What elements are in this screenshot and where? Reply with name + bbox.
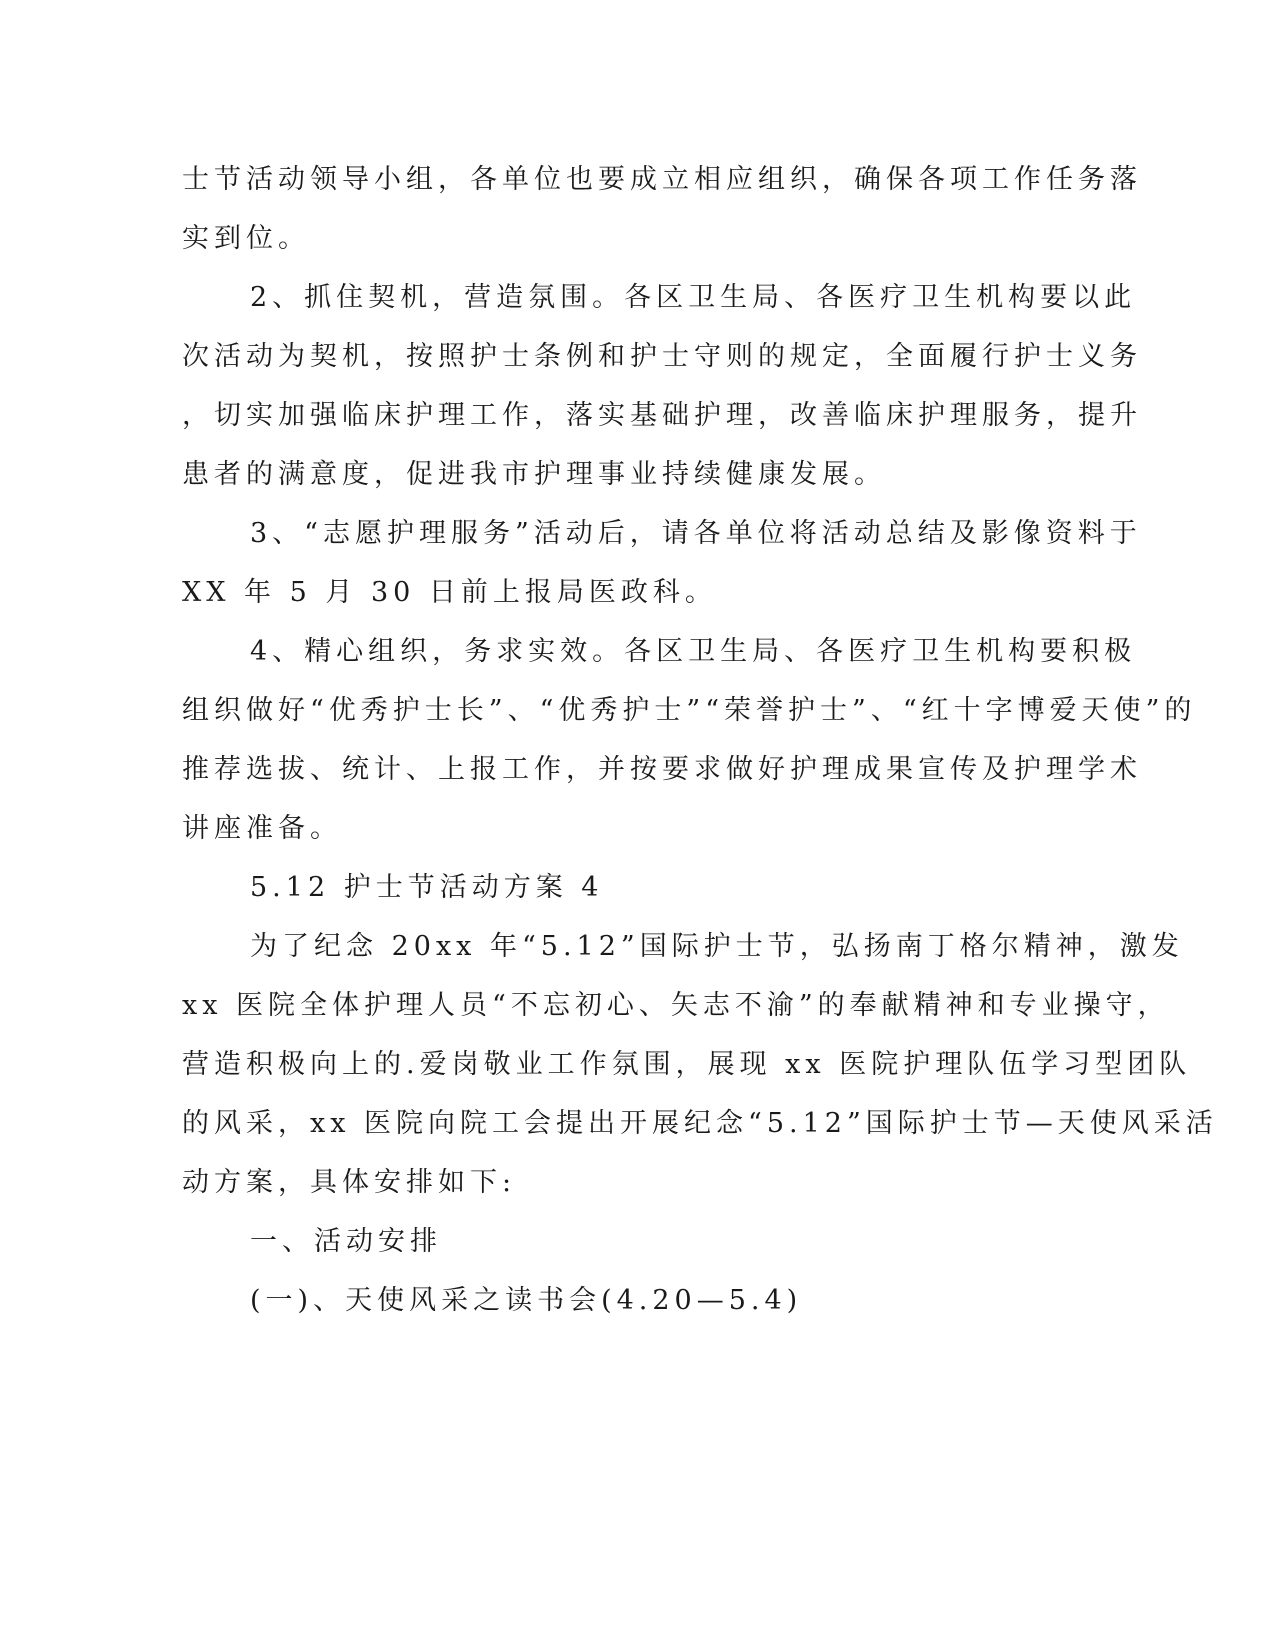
text-line: 实到位。 bbox=[182, 223, 310, 254]
text-line: XX 年 5 月 30 日前上报局医政科。 bbox=[182, 577, 717, 608]
text-line: 讲座准备。 bbox=[182, 813, 342, 844]
text-line: 患者的满意度，促进我市护理事业持续健康发展。 bbox=[182, 459, 886, 490]
text-line: 次活动为契机，按照护士条例和护士守则的规定，全面履行护士义务 bbox=[182, 341, 1142, 372]
text-line: 营造积极向上的.爱岗敬业工作氛围，展现 xx 医院护理队伍学习型团队 bbox=[182, 1049, 1192, 1080]
text-line: 推荐选拔、统计、上报工作，并按要求做好护理成果宣传及护理学术 bbox=[182, 754, 1142, 785]
paragraph-start-line: 3、“志愿护理服务”活动后，请各单位将活动总结及影像资料于 bbox=[250, 518, 1142, 549]
subsection-heading: 一、活动安排 bbox=[250, 1226, 442, 1257]
paragraph-start-line: 4、精心组织，务求实效。各区卫生局、各医疗卫生机构要积极 bbox=[250, 636, 1137, 667]
text-line: 士节活动领导小组，各单位也要成立相应组织，确保各项工作任务落 bbox=[182, 164, 1142, 195]
text-line: 组织做好“优秀护士长”、“优秀护士”“荣誉护士”、“红十字博爱天使”的 bbox=[182, 695, 1197, 726]
text-line: ，切实加强临床护理工作，落实基础护理，改善临床护理服务，提升 bbox=[182, 400, 1142, 431]
text-line: 的风采，xx 医院向院工会提出开展纪念“5.12”国际护士节—天使风采活 bbox=[182, 1108, 1218, 1139]
subsection-heading: (一)、天使风采之读书会(4.20—5.4) bbox=[250, 1285, 803, 1316]
text-line: xx 医院全体护理人员“不忘初心、矢志不渝”的奉献精神和专业操守， bbox=[182, 990, 1170, 1021]
text-line: 动方案，具体安排如下: bbox=[182, 1167, 517, 1198]
paragraph-start-line: 2、抓住契机，营造氛围。各区卫生局、各医疗卫生机构要以此 bbox=[250, 282, 1137, 313]
paragraph-start-line: 为了纪念 20xx 年“5.12”国际护士节，弘扬南丁格尔精神，激发 bbox=[250, 931, 1184, 962]
section-heading: 5.12 护士节活动方案 4 bbox=[250, 872, 604, 903]
